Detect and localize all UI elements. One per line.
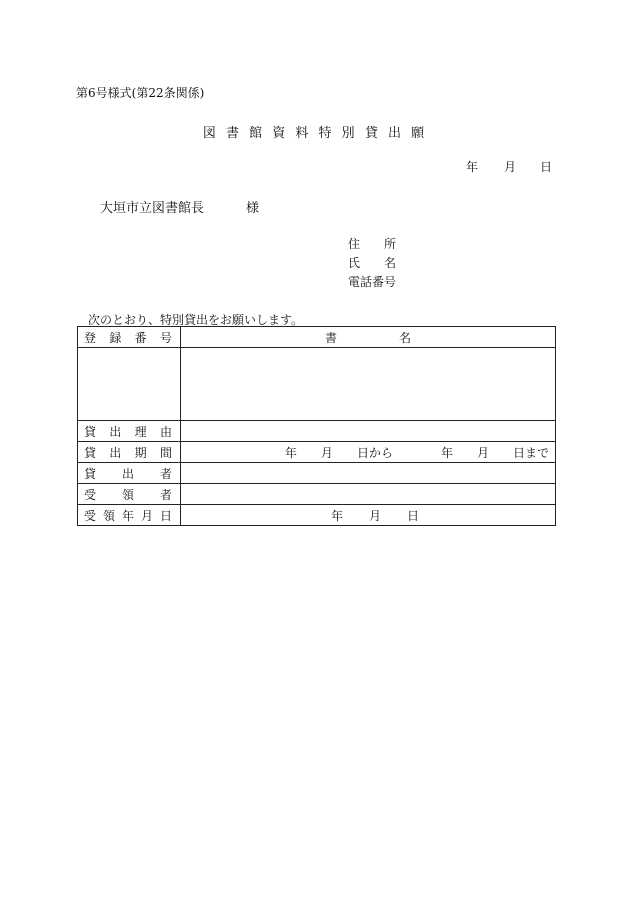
document-title	[0, 122, 630, 141]
addressee-name: 大垣市立図書館長	[100, 201, 205, 216]
reg-number-header: 登録番号	[78, 327, 181, 348]
period-from-year: 年	[284, 445, 297, 460]
period-label: 貸出期間	[78, 442, 181, 463]
period-from-month: 月	[320, 445, 333, 460]
receiver-row	[78, 484, 556, 505]
intro-text: 次のとおり、特別貸出をお願いします。	[88, 313, 304, 327]
table-header-row	[78, 327, 556, 348]
date-month: 月	[504, 160, 517, 174]
received-date-cell[interactable]	[181, 505, 556, 526]
reason-cell[interactable]	[181, 421, 556, 442]
period-to-year: 年	[440, 445, 453, 460]
lender-label: 貸出者	[78, 463, 181, 484]
date-day: 日	[540, 160, 553, 174]
book-title-char-1: 書	[324, 330, 337, 345]
lender-cell[interactable]	[181, 463, 556, 484]
reason-label: 貸出理由	[78, 421, 181, 442]
addressee-honorific: 様	[246, 201, 260, 216]
period-row	[78, 442, 556, 463]
book-title-char-2: 名	[399, 330, 412, 345]
date-year: 年	[466, 160, 479, 174]
form-number: 第6号様式(第22条関係)	[76, 86, 205, 100]
name-label: 氏 名	[348, 256, 397, 270]
received-day: 日	[407, 508, 420, 523]
lender-row	[78, 463, 556, 484]
period-to-day: 日まで	[512, 445, 549, 460]
loan-request-table	[77, 326, 556, 526]
receiver-label: 受領者	[78, 484, 181, 505]
period-to-month: 月	[476, 445, 489, 460]
application-date	[466, 158, 552, 175]
received-date-row	[78, 505, 556, 526]
received-date-label: 受領年月日	[78, 505, 181, 526]
received-month: 月	[369, 508, 382, 523]
phone-label: 電話番号	[348, 275, 397, 289]
period-from-day: 日から	[356, 445, 393, 460]
book-title-cell[interactable]	[181, 348, 556, 421]
period-cell[interactable]	[181, 442, 556, 463]
receiver-cell[interactable]	[181, 484, 556, 505]
title-text: 図 書 館 資 料 特 別 貸 出 願	[202, 126, 428, 141]
received-year: 年	[331, 508, 344, 523]
address-label: 住 所	[348, 237, 397, 251]
reason-row	[78, 421, 556, 442]
reg-number-cell[interactable]	[78, 348, 181, 421]
book-entry-row	[78, 348, 556, 421]
addressee	[100, 197, 259, 216]
book-title-header	[181, 327, 556, 348]
